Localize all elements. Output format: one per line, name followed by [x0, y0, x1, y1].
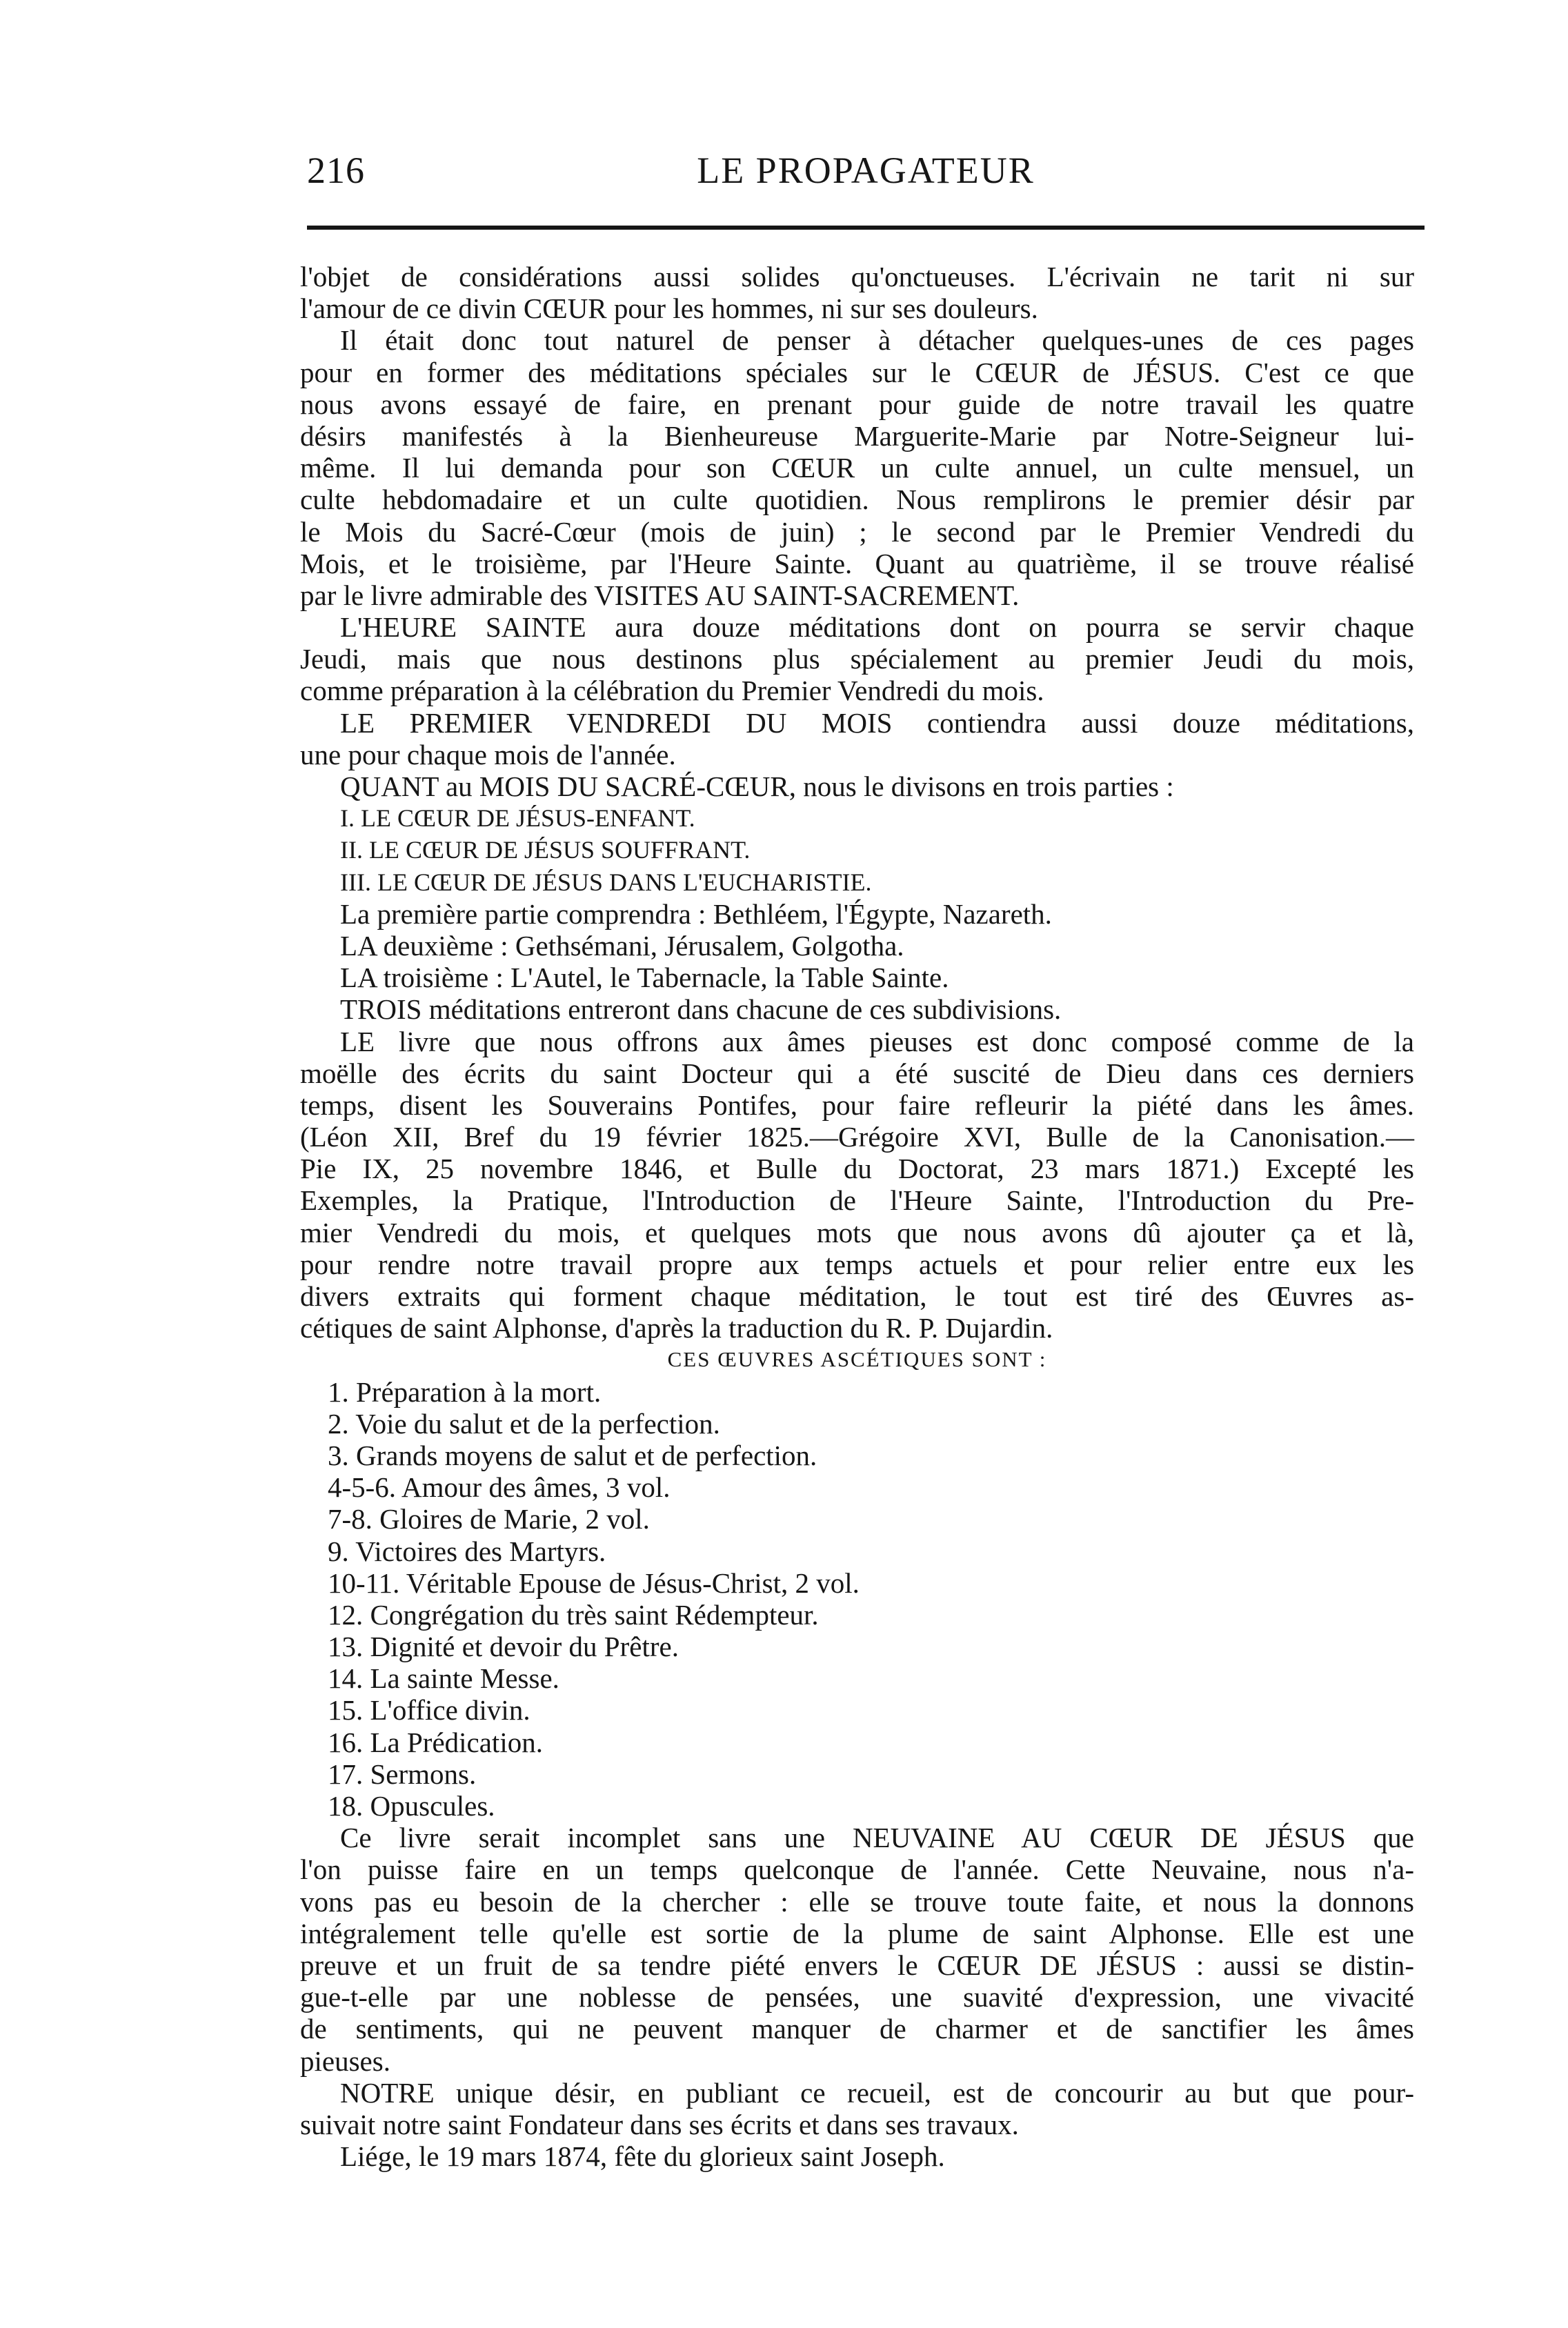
text-line: le Mois du Sacré-Cœur (mois de juin) ; le second par le Premier Vendredi du	[300, 515, 1414, 548]
text-line: comme préparation à la célébration du Premier Vendredi du mois.	[300, 675, 1044, 707]
text-line: gue-t-elle par une noblesse de pensées, une suavité d'expression, une vivacité	[300, 1981, 1414, 2013]
text-line: LA troisième : L'Autel, le Tabernacle, la Table Sainte.	[340, 962, 949, 994]
section-heading: III. LE CŒUR DE JÉSUS DANS L'EUCHARISTIE.	[340, 868, 872, 896]
list-item: 17. Sermons.	[328, 1758, 477, 1790]
text-line: désirs manifestés à la Bienheureuse Marguerite-Marie par Notre-Seigneur lui-	[300, 419, 1414, 452]
list-item: 18. Opuscules.	[328, 1790, 495, 1822]
text-line: QUANT au MOIS DU SACRÉ-CŒUR, nous le divisons en trois parties :	[340, 770, 1174, 802]
text-line: moëlle des écrits du saint Docteur qui a été suscité de Dieu dans ces derniers	[300, 1057, 1414, 1089]
section-heading: I. LE CŒUR DE JÉSUS-ENFANT.	[340, 804, 695, 833]
text-line: l'objet de considérations aussi solides qu'onctueuses. L'écrivain ne tarit ni sur	[300, 261, 1414, 292]
page-number: 216	[307, 150, 365, 191]
text-line: Ce livre serait incomplet sans une NEUVAINE AU CŒUR DE JÉSUS que	[340, 1822, 1414, 1854]
text-line: intégralement telle qu'elle est sortie de la plume de saint Alphonse. Elle est une	[300, 1917, 1414, 1949]
text-line: l'on puisse faire en un temps quelconque de l'année. Cette Neuvaine, nous n'a-	[300, 1853, 1414, 1886]
text-line: de sentiments, qui ne peuvent manquer de charmer et de sanctifier les âmes	[300, 2013, 1414, 2045]
text-line: une pour chaque mois de l'année.	[300, 738, 676, 770]
dateline: Liége, le 19 mars 1874, fête du glorieux saint Joseph.	[340, 2140, 945, 2173]
text-line: temps, disent les Souverains Pontifes, pour faire refleurir la piété dans les âmes.	[300, 1088, 1414, 1121]
text-line: divers extraits qui forment chaque méditation, le tout est tiré des Œuvres as-	[300, 1280, 1414, 1312]
text-line: pieuses.	[300, 2045, 390, 2077]
text-line: vons pas eu besoin de la chercher : elle se trouve toute faite, et nous la donnons	[300, 1885, 1414, 1918]
list-item: 12. Congrégation du très saint Rédempteur.	[328, 1598, 819, 1631]
text-line: Jeudi, mais que nous destinons plus spécialement au premier Jeudi du mois,	[300, 643, 1414, 675]
list-item: 3. Grands moyens de salut et de perfection.	[328, 1439, 817, 1471]
list-item: 16. La Prédication.	[328, 1726, 543, 1758]
body-text	[300, 261, 1414, 2172]
text-line: L'HEURE SAINTE aura douze méditations dont on pourra se servir chaque	[340, 611, 1414, 644]
text-line: mier Vendredi du mois, et quelques mots que nous avons dû ajouter ça et là,	[300, 1216, 1414, 1248]
text-line: La première partie comprendra : Bethléem, l'Égypte, Nazareth.	[340, 897, 1052, 930]
header-rule	[307, 226, 1425, 230]
text-line: TROIS méditations entreront dans chacune de ces subdivisions.	[340, 993, 1062, 1026]
text-line: Il était donc tout naturel de penser à détacher quelques-unes de ces pages	[340, 324, 1414, 357]
list-item: 4-5-6. Amour des âmes, 3 vol.	[328, 1471, 671, 1504]
list-item: 7-8. Gloires de Marie, 2 vol.	[328, 1503, 650, 1535]
text-line: NOTRE unique désir, en publiant ce recueil, est de concourir au but que pour-	[340, 2076, 1414, 2109]
text-line: même. Il lui demanda pour son CŒUR un culte annuel, un culte mensuel, un	[300, 452, 1414, 484]
text-line: suivait notre saint Fondateur dans ses écrits et dans ses travaux.	[300, 2108, 1019, 2140]
text-line: pour rendre notre travail propre aux temps actuels et pour relier entre eux les	[300, 1248, 1414, 1280]
text-line: par le livre admirable des VISITES AU SAINT-SACREMENT.	[300, 579, 1020, 611]
running-title: LE PROPAGATEUR	[697, 150, 1035, 191]
list-item: 15. L'office divin.	[328, 1694, 530, 1727]
text-line: l'amour de ce divin CŒUR pour les hommes, ni sur ses douleurs.	[300, 292, 1038, 325]
list-item: 9. Victoires des Martyrs.	[328, 1535, 606, 1567]
list-item: 10-11. Véritable Epouse de Jésus-Christ, 2 vol.	[328, 1566, 860, 1599]
text-line: LE PREMIER VENDREDI DU MOIS contiendra aussi douze méditations,	[340, 706, 1414, 739]
page-header	[307, 146, 1425, 195]
section-heading: II. LE CŒUR DE JÉSUS SOUFFRANT.	[340, 836, 751, 864]
list-item: 2. Voie du salut et de la perfection.	[328, 1407, 720, 1440]
text-line: preuve et un fruit de sa tendre piété envers le CŒUR DE JÉSUS : aussi se distin-	[300, 1949, 1414, 1981]
list-item: 14. La sainte Messe.	[328, 1662, 559, 1695]
list-heading: CES ŒUVRES ASCÉTIQUES SONT :	[667, 1347, 1047, 1372]
text-line: culte hebdomadaire et un culte quotidien. Nous remplirons le premier désir par	[300, 484, 1414, 516]
text-line: nous avons essayé de faire, en prenant pour guide de notre travail les quatre	[300, 388, 1414, 420]
text-line: pour en former des méditations spéciales sur le CŒUR de JÉSUS. C'est ce que	[300, 356, 1414, 388]
text-line: Pie IX, 25 novembre 1846, et Bulle du Doctorat, 23 mars 1871.) Excepté les	[300, 1153, 1414, 1185]
list-item: 1. Préparation à la mort.	[328, 1375, 602, 1408]
text-line: Exemples, la Pratique, l'Introduction de l'Heure Sainte, l'Introduction du Pre-	[300, 1184, 1414, 1217]
text-line: LA deuxième : Gethsémani, Jérusalem, Golgotha.	[340, 929, 904, 962]
list-item: 13. Dignité et devoir du Prêtre.	[328, 1631, 679, 1663]
text-line: cétiques de saint Alphonse, d'après la traduction du R. P. Dujardin.	[300, 1312, 1053, 1344]
text-line: LE livre que nous offrons aux âmes pieuses est donc composé comme de la	[340, 1025, 1414, 1057]
text-line: (Léon XII, Bref du 19 février 1825.—Grégoire XVI, Bulle de la Canonisation.—	[300, 1121, 1414, 1153]
text-line: Mois, et le troisième, par l'Heure Sainte. Quant au quatrième, il se trouve réalisé	[300, 547, 1414, 579]
